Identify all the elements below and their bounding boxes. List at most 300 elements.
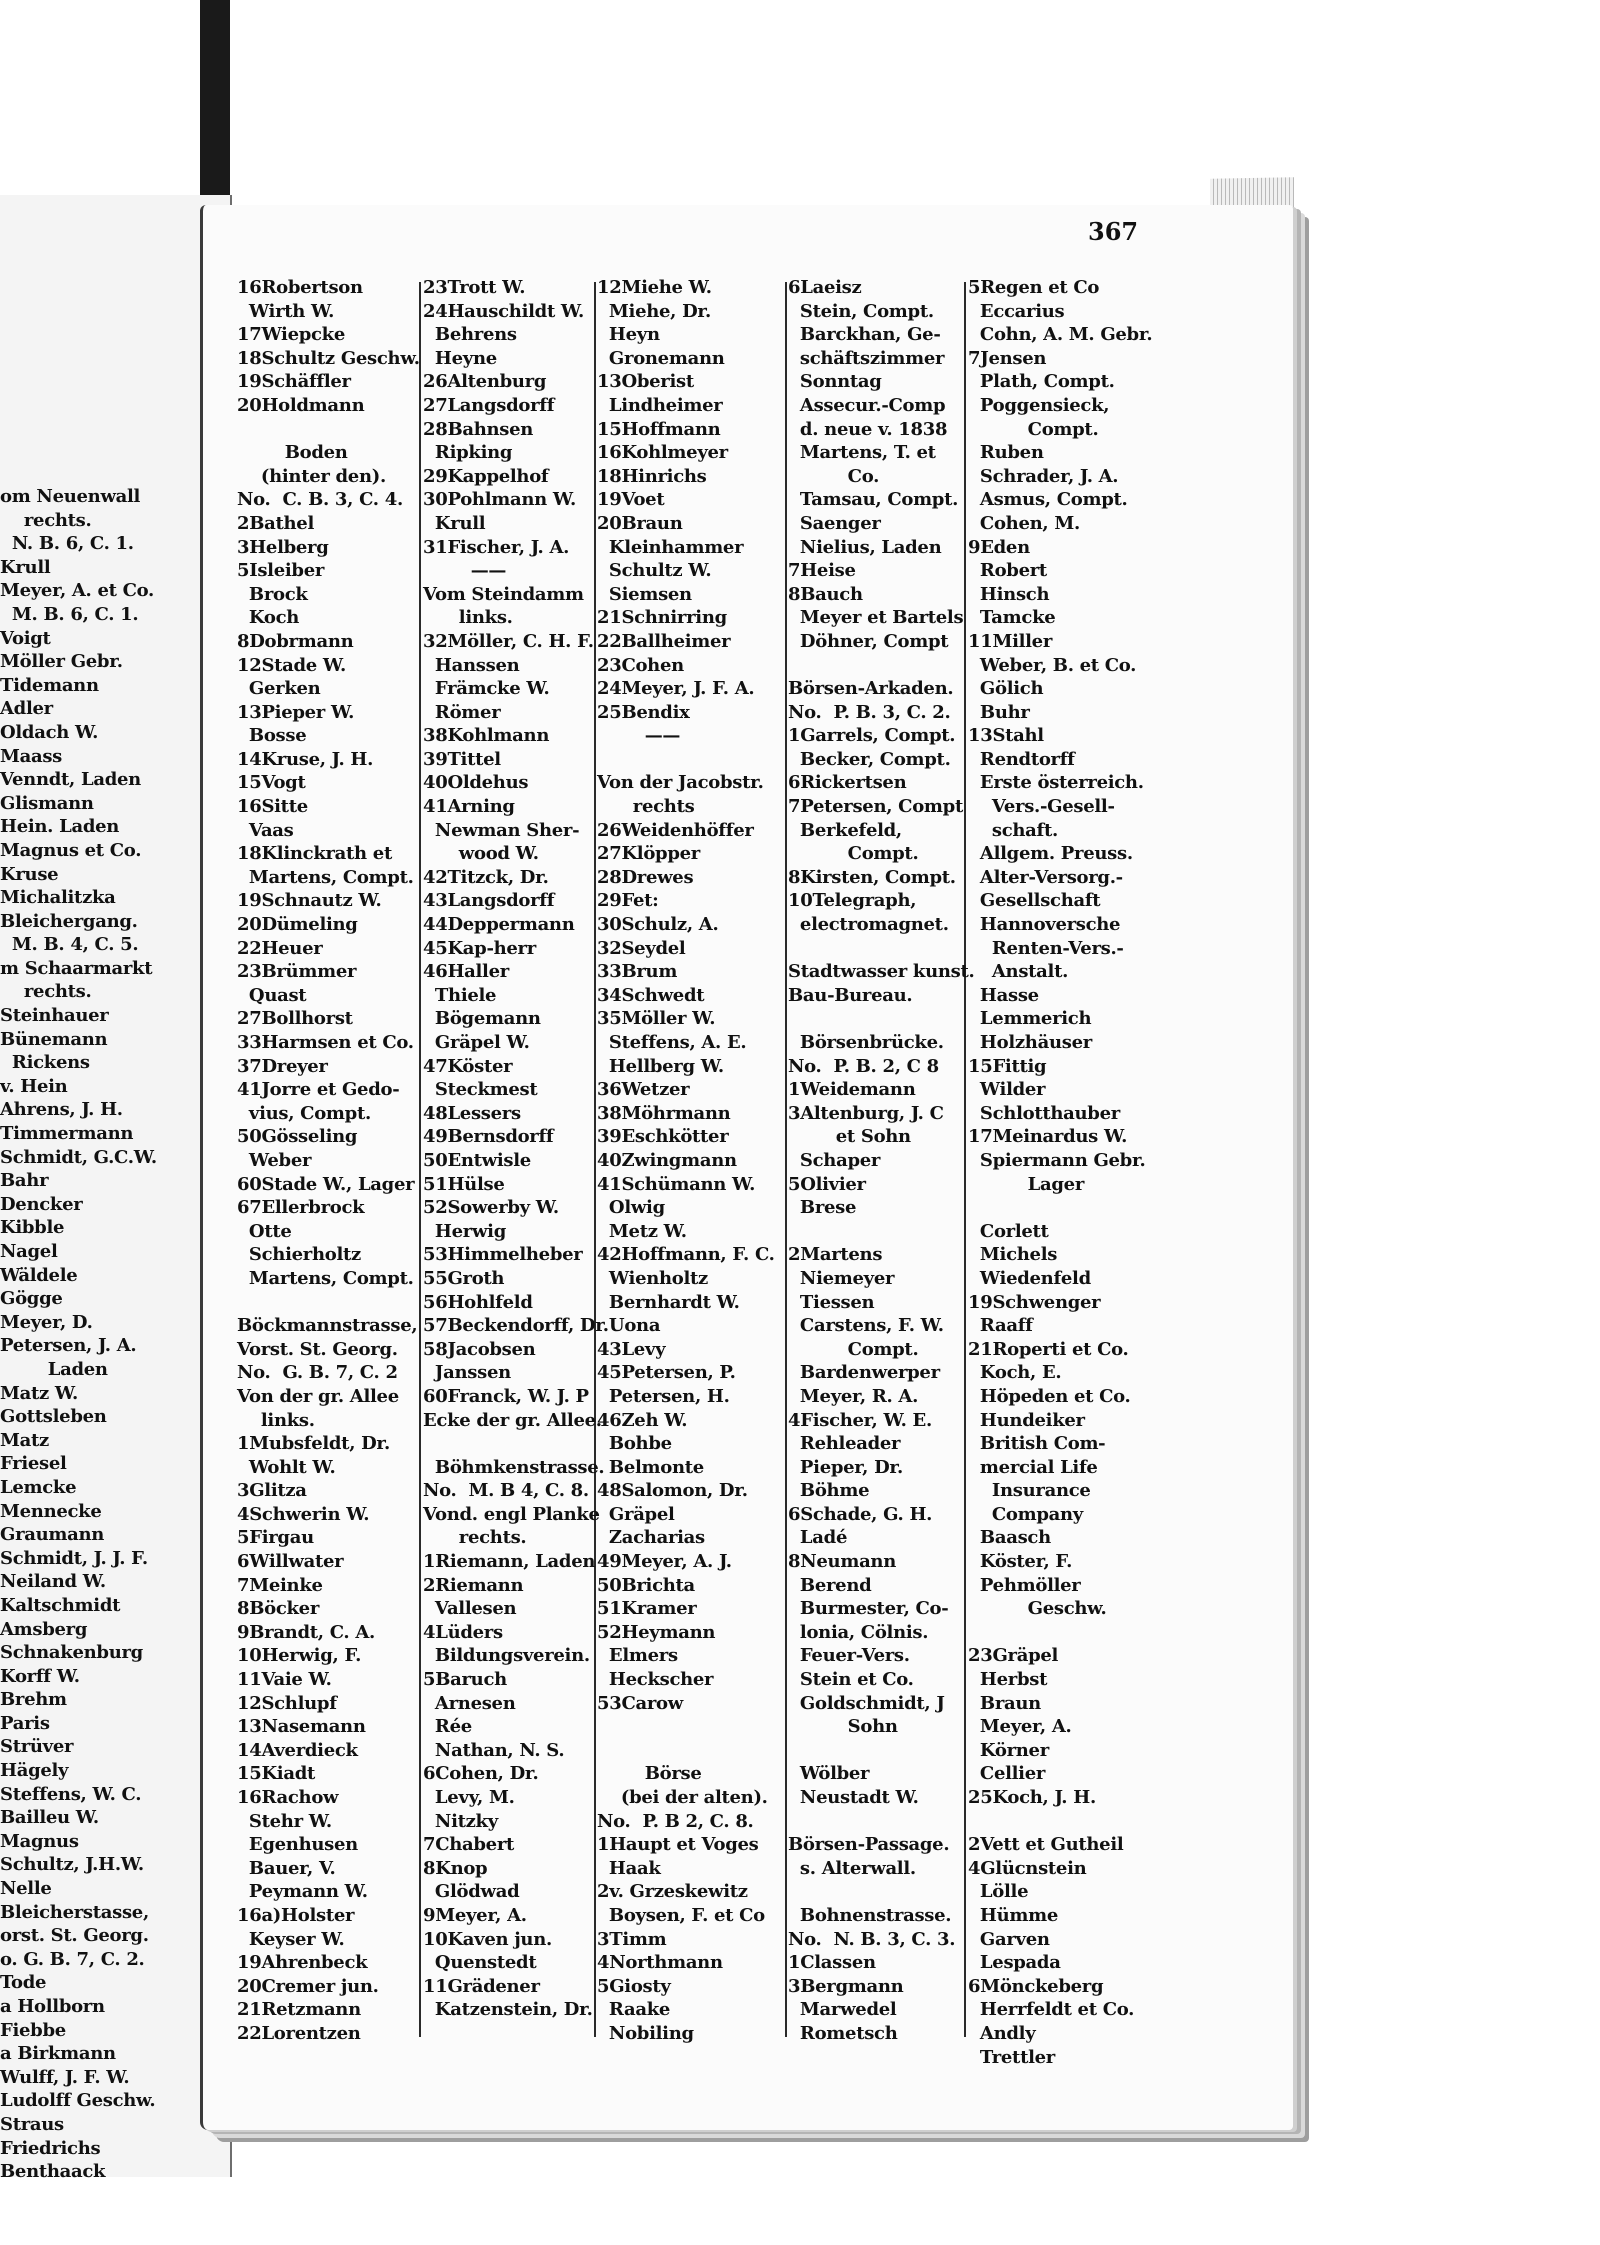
directory-entry: 13Stahl (968, 725, 1044, 747)
directory-entry: 37Dreyer (237, 1055, 328, 1077)
directory-entry: 46Zeh W. (597, 1409, 688, 1431)
directory-entry: Robert (968, 560, 1047, 582)
directory-entry: Böhmkenstrasse. (423, 1456, 605, 1478)
directory-entry: No. C. B. 3, C. 4. (237, 489, 403, 511)
directory-entry: links. (423, 607, 513, 629)
directory-entry: 5Firgau (237, 1527, 314, 1549)
directory-entry (597, 748, 787, 772)
directory-entry: 1Haupt et Voges (597, 1834, 759, 1856)
directory-entry: rechts. (423, 1527, 527, 1549)
directory-entry (788, 1810, 978, 1834)
directory-entry: 39Eschkötter (597, 1126, 729, 1148)
directory-entry: Kleinhammer (597, 536, 744, 558)
directory-entry: Magnus (0, 1830, 79, 1852)
directory-entry: Voigt (0, 627, 51, 649)
directory-entry: Ruben (968, 442, 1044, 464)
directory-entry: 21Retzmann (237, 1999, 361, 2021)
directory-entry: Corlett (968, 1220, 1049, 1242)
directory-entry: 8Bauch (788, 583, 863, 605)
directory-entry: Stadtwasser kunst. (788, 961, 975, 983)
directory-entry: Friesel (0, 1453, 67, 1475)
directory-entry: m Schaarmarkt (0, 957, 153, 979)
directory-entry: Timmermann (0, 1123, 134, 1145)
directory-entry: Stein et Co. (788, 1669, 914, 1691)
directory-entry: 49Meyer, A. J. (597, 1551, 732, 1573)
directory-entry: 51Kramer (597, 1598, 697, 1620)
directory-entry: schäftszimmer (788, 347, 945, 369)
directory-entry: Lölle (968, 1881, 1029, 1903)
directory-entry: Laden (0, 1358, 108, 1380)
directory-entry: 26Weidenhöffer (597, 819, 754, 841)
directory-entry: Holzhäuser (968, 1032, 1092, 1053)
directory-entry: 22Ballheimer (597, 630, 731, 652)
directory-entry: Eccarius (968, 300, 1065, 322)
directory-entry: Raake (597, 1999, 671, 2021)
directory-entry: Petersen, J. A. (0, 1335, 137, 1357)
directory-entry: Rickens (0, 1052, 90, 1074)
directory-entry: 23Trott W. (423, 277, 526, 298)
directory-entry: Cohen, M. (968, 512, 1080, 534)
directory-entry: Saenger (788, 512, 881, 534)
directory-entry: Martens, Compt. (237, 866, 414, 888)
directory-entry: 16Robertson (237, 277, 363, 298)
directory-entry: 16Rachow (237, 1787, 339, 1808)
directory-entry: Hanssen (423, 654, 520, 676)
directory-entry: Asmus, Compt. (968, 489, 1128, 511)
directory-entry: Lindheimer (597, 394, 723, 416)
directory-entry: 40Zwingmann (597, 1149, 737, 1171)
directory-entry: 56Hohlfeld (423, 1291, 533, 1313)
directory-entry: 12Miehe W. (597, 277, 712, 298)
directory-entry: 57Beckendorff, Dr. (423, 1315, 609, 1337)
directory-column-3 (597, 276, 787, 2044)
directory-entry: Brock (237, 583, 308, 605)
directory-entry: Compt. (788, 843, 919, 865)
directory-entry: Oldach W. (0, 721, 99, 743)
directory-entry: Miehe, Dr. (597, 300, 711, 322)
directory-entry: 53Himmelheber (423, 1244, 583, 1266)
directory-entry: 13Pieper W. (237, 701, 355, 723)
directory-entry: 40Oldehus (423, 772, 529, 794)
directory-entry: (hinter den). (237, 465, 386, 487)
directory-entry: Zacharias (597, 1527, 705, 1549)
directory-entry: Bahr (0, 1170, 49, 1192)
page-number: 367 (1088, 217, 1139, 246)
directory-entry: links. (237, 1409, 315, 1431)
directory-entry: electromagnet. (788, 914, 949, 936)
directory-entry (788, 1880, 978, 1904)
directory-entry: 10Kaven jun. (423, 1928, 552, 1950)
directory-entry: Von der gr. Allee (237, 1385, 399, 1407)
directory-entry: M. B. 4, C. 5. (0, 934, 139, 956)
directory-entry: 8Kirsten, Compt. (788, 866, 956, 888)
directory-entry: 1Mubsfeldt, Dr. (237, 1433, 390, 1455)
directory-entry: Siemsen (597, 583, 692, 605)
directory-entry: 29Kappelhof (423, 465, 549, 487)
directory-entry: Bauer, V. (237, 1857, 336, 1879)
directory-entry: 18Schultz Geschw. (237, 347, 420, 369)
directory-entry: Michels (968, 1244, 1058, 1266)
directory-entry: 16Kohlmeyer (597, 442, 728, 464)
directory-entry: Nobiling (597, 2022, 694, 2044)
directory-entry: Arnesen (423, 1692, 516, 1714)
directory-entry: Insurance (968, 1480, 1091, 1502)
directory-entry: 5Regen et Co (968, 277, 1100, 298)
directory-entry: Martens, Compt. (237, 1267, 414, 1289)
directory-entry: Bardenwerper (788, 1362, 940, 1384)
directory-entry: Börsen-Arkaden. (788, 678, 954, 700)
directory-entry: 8Böcker (237, 1598, 320, 1620)
directory-entry: 4Glücnstein (968, 1857, 1087, 1879)
directory-entry: Pieper, Dr. (788, 1456, 903, 1478)
directory-entry: British Com- (968, 1433, 1106, 1455)
directory-entry: 24Meyer, J. F. A. (597, 678, 755, 700)
directory-entry: Bosse (237, 725, 307, 747)
directory-entry: Gronemann (597, 347, 725, 369)
directory-entry: Krull (423, 512, 486, 534)
directory-entry: Graumann (0, 1524, 105, 1546)
directory-entry: Michalitzka (0, 887, 116, 909)
directory-entry: 4Schwerin W. (237, 1503, 370, 1525)
directory-entry: Strüver (0, 1736, 74, 1758)
directory-entry: 51Hülse (423, 1173, 505, 1195)
directory-entry: Weber (237, 1149, 312, 1171)
directory-entry: Schaper (788, 1149, 881, 1171)
directory-entry: Compt. (788, 1338, 919, 1360)
directory-entry: 13Nasemann (237, 1716, 366, 1738)
directory-entry: 15Fittig (968, 1055, 1047, 1077)
directory-entry: Tamsau, Compt. (788, 489, 959, 511)
directory-entry: Schmidt, G.C.W. (0, 1146, 157, 1168)
directory-entry: Heyne (423, 347, 497, 369)
directory-entry: No. P. B. 3, C. 2. (788, 701, 951, 723)
directory-entry: et Sohn (788, 1126, 911, 1148)
directory-entry (788, 937, 978, 961)
directory-entry: Haak (597, 1857, 661, 1879)
directory-entry: 26Altenburg (423, 371, 547, 393)
directory-entry: 11Grädener (423, 1975, 540, 1997)
directory-entry: v. Hein (0, 1075, 68, 1097)
directory-entry: 7Petersen, Compt (788, 796, 963, 818)
directory-entry: Herbst (968, 1669, 1048, 1691)
directory-entry: Schrader, J. A. (968, 465, 1119, 487)
directory-entry: Krull (0, 556, 51, 578)
directory-entry: Kruse (0, 863, 59, 885)
directory-entry: 21Roperti et Co. (968, 1338, 1129, 1360)
directory-entry: Mennecke (0, 1500, 102, 1522)
directory-entry: Vom Steindamm (423, 583, 584, 605)
directory-entry: Straus (0, 2113, 64, 2135)
directory-entry: Stein, Compt. (788, 300, 934, 322)
left-page (0, 195, 232, 2183)
directory-entry: 60Franck, W. J. P (423, 1385, 589, 1407)
directory-entry: Wulff, J. F. W. (0, 2066, 130, 2088)
directory-entry: Döhner, Compt (788, 630, 949, 652)
directory-entry: Hellberg W. (597, 1055, 724, 1077)
directory-entry: Lemmerich (968, 1008, 1092, 1030)
directory-entry: Adler (0, 698, 53, 720)
directory-entry: 33Brum (597, 961, 678, 983)
directory-entry: 19Schnautz W. (237, 890, 382, 912)
directory-entry: Niemeyer (788, 1267, 895, 1289)
directory-entry: lonia, Cölnis. (788, 1621, 929, 1643)
directory-entry: 5Giosty (597, 1975, 671, 1997)
directory-entry: Rée (423, 1716, 472, 1738)
directory-entry: Uona (597, 1315, 661, 1337)
directory-entry: Amsberg (0, 1618, 88, 1640)
directory-entry: 42Titzck, Dr. (423, 866, 549, 888)
directory-entry: 38Möhrmann (597, 1102, 731, 1124)
directory-entry: Braun (968, 1692, 1041, 1714)
directory-entry: Matz W. (0, 1382, 78, 1404)
directory-entry: 3Altenburg, J. C (788, 1102, 944, 1124)
directory-entry: Bau-Bureau. (788, 984, 913, 1006)
directory-entry: Cohn, A. M. Gebr. (968, 324, 1153, 346)
directory-entry: Nitzky (423, 1810, 498, 1832)
directory-entry: 12Stade W. (237, 654, 347, 676)
directory-entry: Peymann W. (237, 1881, 368, 1903)
directory-entry: 4Fischer, W. E. (788, 1409, 932, 1431)
left-page-column (0, 485, 220, 2245)
directory-entry: Weber, B. et Co. (968, 654, 1137, 676)
directory-entry: 6Schade, G. H. (788, 1503, 933, 1525)
directory-entry: Meyer, R. A. (788, 1385, 919, 1407)
directory-entry: Gerken (237, 678, 321, 700)
directory-entry: 31Fischer, J. A. (423, 536, 570, 558)
directory-entry: Nagel (0, 1241, 58, 1262)
directory-entry: Böhme (788, 1480, 870, 1502)
directory-entry: —— (597, 725, 681, 747)
directory-entry: Cellier (968, 1763, 1046, 1785)
directory-entry: Glödwad (423, 1881, 520, 1903)
directory-entry: Matz (0, 1429, 49, 1451)
directory-entry: Bleicherstasse, (0, 1901, 149, 1923)
directory-entry: Egenhusen (237, 1834, 358, 1856)
directory-entry: mercial Life (968, 1456, 1098, 1478)
directory-entry: Wäldele (0, 1264, 78, 1286)
directory-entry: Olwig (597, 1197, 665, 1219)
directory-entry: —— (423, 560, 507, 582)
directory-entry: Paris (0, 1712, 50, 1734)
directory-entry: Benthaack (0, 2161, 106, 2183)
directory-entry: 10Herwig, F. (237, 1645, 362, 1667)
directory-entry: Gräpel W. (423, 1032, 530, 1053)
directory-entry: 20Dümeling (237, 914, 358, 936)
directory-entry: rechts. (0, 981, 92, 1003)
directory-entry: Nelle (0, 1878, 52, 1900)
directory-entry: 7Meinke (237, 1574, 323, 1596)
directory-column-2 (423, 276, 613, 2036)
directory-entry: 15Vogt (237, 772, 306, 794)
directory-entry: Herrfeldt et Co. (968, 1999, 1135, 2021)
directory-entry: Vallesen (423, 1598, 517, 1620)
directory-entry (968, 1196, 1158, 1220)
directory-entry: Goldschmidt, J (788, 1692, 945, 1714)
directory-entry: Buhr (968, 701, 1030, 723)
directory-entry (788, 1220, 978, 1244)
directory-entry: 52Sowerby W. (423, 1197, 559, 1219)
directory-entry: 8Dobrmann (237, 630, 354, 652)
directory-entry (423, 1432, 613, 1456)
directory-entry: Becker, Compt. (788, 748, 951, 770)
directory-entry: Barckhan, Ge- (788, 324, 941, 346)
directory-entry: 11Miller (968, 630, 1053, 652)
directory-entry: Meyer, D. (0, 1311, 93, 1333)
directory-entry: 48Lessers (423, 1102, 521, 1124)
directory-entry: Schultz W. (597, 560, 712, 582)
directory-entry: Gölich (968, 678, 1044, 700)
directory-entry: 15Hoffmann (597, 418, 721, 440)
directory-entry: Bleichergang. (0, 910, 138, 932)
directory-entry: Bernhardt W. (597, 1291, 740, 1313)
directory-entry: 32Möller, C. H. F. (423, 630, 594, 652)
directory-entry: N. B. 6, C. 1. (0, 533, 134, 555)
directory-entry: 33Harmsen et Co. (237, 1032, 414, 1053)
directory-entry: Schultz, J.H.W. (0, 1854, 144, 1876)
directory-entry: 35Möller W. (597, 1008, 716, 1030)
directory-entry (597, 1739, 787, 1763)
directory-entry: 45Petersen, P. (597, 1362, 736, 1384)
directory-entry: a Birkmann (0, 2043, 116, 2065)
directory-entry: Ludolff Geschw. (0, 2090, 156, 2112)
directory-entry: 58Jacobsen (423, 1338, 536, 1360)
directory-column-4 (788, 276, 978, 2044)
directory-entry: Schnakenburg (0, 1642, 143, 1664)
directory-entry: 17Meinardus W. (968, 1126, 1128, 1148)
directory-entry: 4Northmann (597, 1952, 723, 1974)
directory-entry: 49Bernsdorff (423, 1126, 554, 1148)
directory-entry: Anstalt. (968, 961, 1069, 983)
directory-entry: 2Bathel (237, 512, 314, 534)
directory-entry: 3Helberg (237, 536, 329, 558)
directory-entry: 19Voet (597, 489, 665, 511)
directory-entry: Renten-Vers.- (968, 937, 1124, 959)
directory-entry: 5Olivier (788, 1173, 866, 1195)
directory-entry: Magnus et Co. (0, 839, 142, 861)
directory-entry (968, 1621, 1158, 1645)
directory-entry: Hinsch (968, 583, 1050, 605)
directory-entry: Börse (597, 1763, 702, 1785)
directory-entry: 3Bergmann (788, 1975, 904, 1997)
directory-entry: 4Lüders (423, 1621, 503, 1643)
directory-entry: 7Chabert (423, 1834, 515, 1856)
directory-entry: Pehmöller (968, 1574, 1081, 1596)
directory-entry: Raaff (968, 1315, 1033, 1337)
directory-entry: d. neue v. 1838 (788, 418, 948, 440)
directory-entry: 7Heise (788, 560, 856, 582)
directory-entry: 1Weidemann (788, 1079, 916, 1101)
directory-entry: rechts (597, 796, 695, 818)
directory-entry (237, 418, 427, 442)
directory-entry: Burmester, Co- (788, 1598, 949, 1620)
directory-entry: Dencker (0, 1193, 83, 1215)
directory-entry: Koch, E. (968, 1362, 1062, 1384)
directory-entry: Köster, F. (968, 1551, 1073, 1573)
directory-entry: 27Klöpper (597, 843, 700, 865)
directory-entry: 29Fet: (597, 890, 659, 912)
directory-entry: 16Sitte (237, 796, 308, 818)
directory-entry: Böckmannstrasse, (237, 1315, 418, 1337)
directory-entry: Steinhauer (0, 1005, 109, 1027)
directory-entry: Vers.-Gesell- (968, 796, 1115, 818)
directory-entry (597, 1715, 787, 1739)
directory-entry: 18Hinrichs (597, 465, 707, 487)
directory-entry: Börsen-Passage. (788, 1834, 950, 1856)
directory-entry: 60Stade W., Lager (237, 1173, 415, 1195)
directory-entry: 19Ahrenbeck (237, 1952, 368, 1974)
directory-entry: Marwedel (788, 1999, 897, 2021)
directory-entry: Heyn (597, 324, 660, 346)
directory-entry: 6Cohen, Dr. (423, 1763, 539, 1785)
directory-entry: Römer (423, 701, 501, 723)
directory-entry: Hümme (968, 1904, 1059, 1926)
directory-entry: Tidemann (0, 674, 99, 696)
directory-entry: Meyer, A. (968, 1716, 1072, 1738)
directory-entry: 48Salomon, Dr. (597, 1480, 748, 1502)
directory-entry: Katzenstein, Dr. (423, 1999, 593, 2021)
directory-entry: Brese (788, 1197, 857, 1219)
directory-entry: Neustadt W. (788, 1787, 919, 1808)
directory-entry: 7Jensen (968, 347, 1047, 369)
directory-entry: Berkefeld, (788, 819, 902, 841)
directory-entry: Venndt, Laden (0, 769, 141, 791)
directory-entry: Rehleader (788, 1433, 901, 1455)
directory-entry: Wiedenfeld (968, 1267, 1091, 1289)
directory-entry: 12Schlupf (237, 1692, 337, 1714)
directory-entry: 11Vaie W. (237, 1669, 332, 1691)
directory-entry: Company (968, 1503, 1083, 1525)
directory-entry: 42Hoffmann, F. C. (597, 1244, 775, 1266)
directory-entry: Möller Gebr. (0, 651, 123, 673)
directory-entry: Gräpel (597, 1503, 675, 1525)
directory-entry: schaft. (968, 819, 1058, 841)
directory-entry: 43Langsdorff (423, 890, 555, 912)
directory-entry: 18Klinckrath et (237, 843, 392, 865)
directory-entry: orst. St. Georg. (0, 1925, 149, 1947)
directory-entry: 1Garrels, Compt. (788, 725, 956, 747)
directory-entry: Tamcke (968, 607, 1056, 629)
directory-entry: Newman Sher- (423, 819, 580, 841)
directory-entry: Martens, T. et (788, 442, 936, 464)
directory-entry (788, 1007, 978, 1031)
directory-entry: Boden (237, 442, 348, 464)
directory-entry: Petersen, H. (597, 1385, 730, 1407)
directory-entry: Meyer, A. et Co. (0, 580, 155, 602)
directory-entry: Sohn (788, 1716, 898, 1738)
directory-entry: Bildungsverein. (423, 1645, 590, 1667)
directory-entry: Brehm (0, 1689, 67, 1711)
directory-entry: 9Meyer, A. (423, 1904, 527, 1926)
directory-entry: Wölber (788, 1763, 870, 1785)
directory-entry: Heckscher (597, 1669, 714, 1691)
directory-entry: Otte (237, 1220, 292, 1242)
directory-entry: 14Kruse, J. H. (237, 748, 374, 770)
directory-entry: Steffens, A. E. (597, 1032, 747, 1053)
directory-entry: Ladé (788, 1527, 848, 1549)
directory-entry: Sonntag (788, 371, 882, 393)
directory-entry: Wirth W. (237, 300, 335, 322)
directory-entry: 1Riemann, Laden (423, 1551, 596, 1573)
directory-entry: Quenstedt (423, 1952, 537, 1974)
directory-entry: 16a)Holster (237, 1904, 355, 1926)
directory-entry: Ahrens, J. H. (0, 1099, 123, 1121)
directory-entry: 30Schulz, A. (597, 914, 719, 936)
directory-entry: 41Jorre et Gedo- (237, 1079, 400, 1101)
directory-entry: Rendtorff (968, 748, 1075, 770)
directory-entry: Hannoversche (968, 914, 1121, 936)
directory-entry: Gottsleben (0, 1406, 107, 1428)
directory-entry: Bohbe (597, 1433, 672, 1455)
